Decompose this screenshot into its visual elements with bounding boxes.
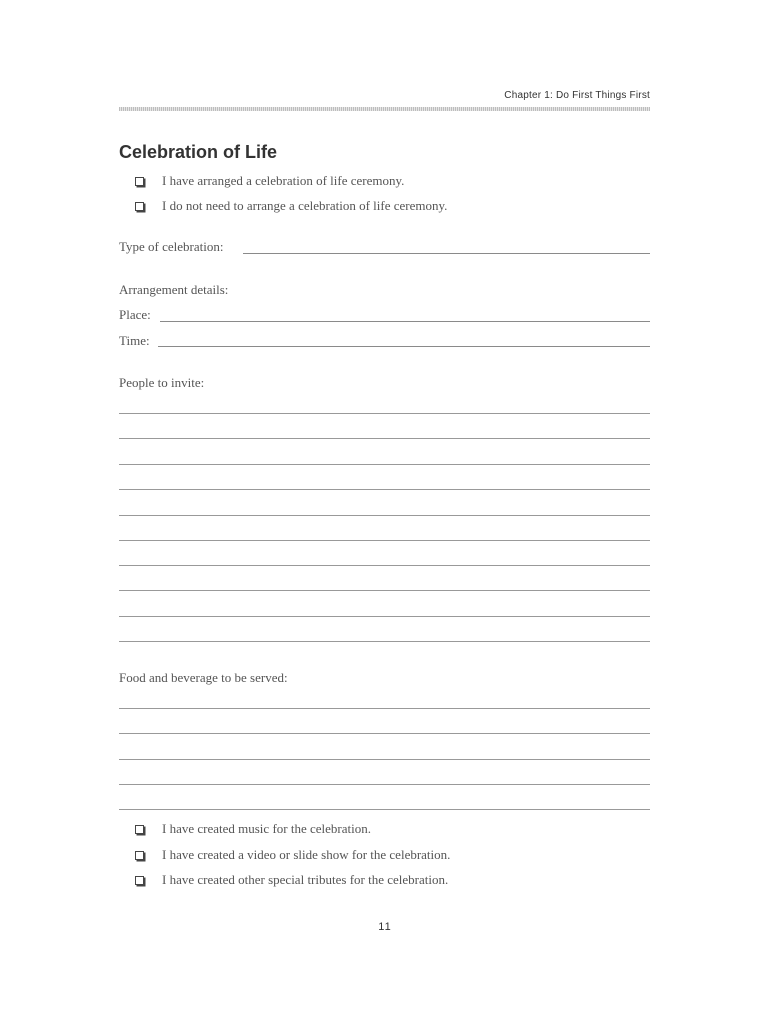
arrangement-details-label: Arrangement details: — [119, 282, 229, 297]
checkbox-arranged[interactable] — [135, 177, 144, 186]
food-line[interactable] — [119, 784, 650, 785]
checkbox-other-tributes[interactable] — [135, 876, 144, 885]
checkbox-video-label: I have created a video or slide show for the celebration. — [162, 847, 451, 862]
people-line[interactable] — [119, 590, 650, 591]
food-line[interactable] — [119, 733, 650, 734]
type-of-celebration-field[interactable] — [243, 253, 650, 254]
checkbox-not-needed[interactable] — [135, 202, 144, 211]
people-line[interactable] — [119, 540, 650, 541]
checkbox-video[interactable] — [135, 851, 144, 860]
people-line[interactable] — [119, 565, 650, 566]
section-title: Celebration of Life — [119, 142, 278, 162]
food-line[interactable] — [119, 759, 650, 760]
food-line[interactable] — [119, 708, 650, 709]
checkbox-music-label: I have created music for the celebration. — [162, 821, 371, 836]
page-number: 11 — [378, 921, 392, 933]
checkbox-not-needed-label: I do not need to arrange a celebration of life ceremony. — [162, 198, 448, 213]
type-of-celebration-label: Type of celebration: — [119, 239, 224, 254]
running-head: Chapter 1: Do First Things First — [504, 90, 650, 101]
place-field[interactable] — [160, 321, 650, 322]
people-line[interactable] — [119, 616, 650, 617]
food-beverage-label: Food and beverage to be served: — [119, 670, 288, 685]
people-line[interactable] — [119, 641, 650, 642]
people-line[interactable] — [119, 515, 650, 516]
checkbox-arranged-label: I have arranged a celebration of life ceremony. — [162, 173, 405, 188]
checkbox-other-tributes-label: I have created other special tributes for the celebration. — [162, 872, 449, 887]
checkbox-music[interactable] — [135, 825, 144, 834]
time-label: Time: — [119, 333, 150, 348]
people-line[interactable] — [119, 489, 650, 490]
place-label: Place: — [119, 307, 151, 322]
people-to-invite-label: People to invite: — [119, 375, 205, 390]
header-rule — [119, 107, 650, 111]
people-line[interactable] — [119, 413, 650, 414]
time-field[interactable] — [158, 346, 650, 347]
food-line[interactable] — [119, 809, 650, 810]
people-line[interactable] — [119, 438, 650, 439]
people-line[interactable] — [119, 464, 650, 465]
